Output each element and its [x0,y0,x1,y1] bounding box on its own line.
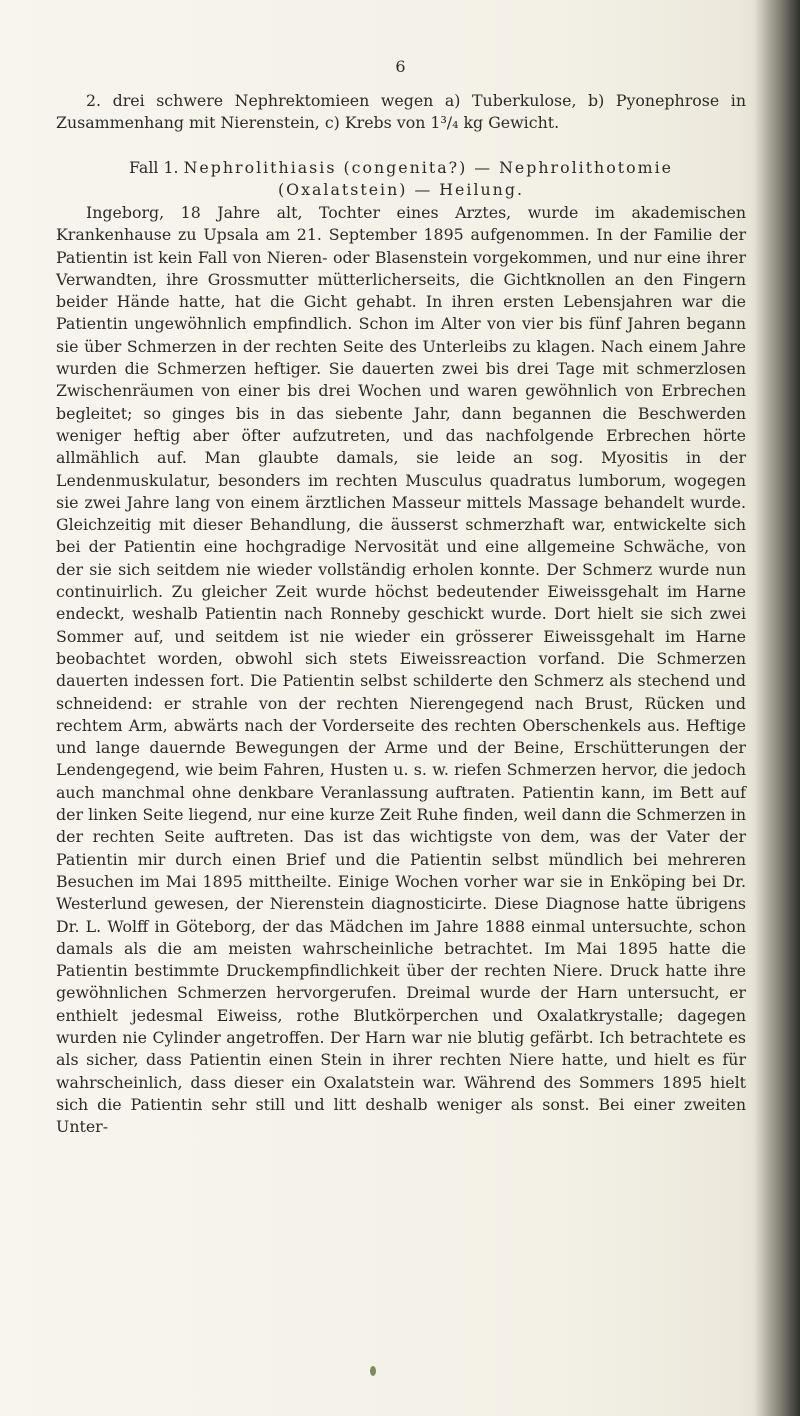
case-label: Fall 1. [129,158,179,177]
page-number: 6 [395,57,407,76]
case-title-line1: Nephrolithiasis (congenita?) — Nephrolithotomie [183,158,673,177]
intro-paragraph: 2. drei schwere Nephrektomieen wegen a) Tuberkulose, b) Pyonephrose in Zusammenhang mit Nierenstein, c) Krebs von 1³/₄ kg Gewicht. [56,91,746,133]
case-body-paragraph: Ingeborg, 18 Jahre alt, Tochter eines Arztes, wurde im akademischen Krankenhause zu Upsala am 21. September 1895 aufgenommen. In der Familie der Patientin ist kein Fall von Nieren- oder Blasenstein vorgekommen, und nur eine ihrer Verwandten, ihre Grossmutter mütterlicherseits, die Gichtknollen an den Fingern beider Hände hatte, hat die Gicht gehabt. In ihren ersten Lebensjahren war die Patientin ungewöhnlich empfindlich. Schon im Alter von vier bis fünf Jahren begann sie über Schmerzen in der rechten Seite des Unterleibs zu klagen. Nach einem Jahre wurden die Schmerzen heftiger. Sie dauerten zwei bis drei Tage mit schmerzlosen Zwischenräumen von einer bis drei Wochen und waren gewöhnlich von Erbrechen begleitet; so ginges bis in das siebente Jahr, dann begannen die Beschwerden weniger heftig aber öfter aufzutreten, und das nachfolgende Erbrechen hörte allmählich auf. Man glaubte damals, sie leide an sog. Myositis in der Lendenmuskulatur, besonders im rechten Musculus quadratus lumborum, wogegen sie zwei Jahre lang von einem ärztlichen Masseur mittels Massage behandelt wurde. Gleichzeitig mit dieser Behandlung, die äusserst schmerzhaft war, entwickelte sich bei der Patientin eine hochgradige Nervosität und eine allgemeine Schwäche, von der sie sich seitdem nie wieder vollständig erholen konnte. Der Schmerz wurde nun continuirlich. Zu gleicher Zeit wurde höchst bedeutender Eiweissgehalt im Harne endeckt, weshalb Patientin nach Ronneby geschickt wurde. Dort hielt sie sich zwei Sommer auf, und seitdem ist nie wieder ein grösserer Eiweissgehalt im Harne beobachtet worden, obwohl sich stets Eiweissreaction vorfand. Die Schmerzen dauerten indessen fort. Die Patientin selbst schilderte den Schmerz als stechend und schneidend: er strahle von der rechten Nierengegend nach Brust, Rücken und rechtem Arm, abwärts nach der Vorderseite des rechten Oberschenkels aus. Heftige und lange dauernde Bewegungen der Arme und der Beine, Erschütterungen der Lendengegend, wie beim Fahren, Husten u. s. w. riefen Schmerzen hervor, die jedoch auch manchmal ohne denkbare Veranlassung auftraten. Patientin kann, im Bett auf der linken Seite liegend, nur eine kurze Zeit Ruhe finden, weil dann die Schmerzen in der rechten Seite auftreten. Das ist das wichtigste von dem, was der Vater der Patientin mir durch einen Brief und die Patientin selbst mündlich bei mehreren Besuchen im Mai 1895 mittheilte. Einige Wochen vorher war sie in Enköping bei Dr. Westerlund gewesen, der Nierenstein diagnosticirte. Diese Diagnose hatte übrigens Dr. L. Wolff in Göteborg, der das Mädchen im Jahre 1888 einmal untersuchte, schon damals als die am meisten wahrscheinliche betrachtet. Im Mai 1895 hatte die Patientin bestimmte Druckempfindlichkeit über der rechten Niere. Druck hatte ihre gewöhnlichen Schmerzen hervorgerufen. Dreimal wurde der Harn untersucht, er enthielt jedesmal Eiweiss, rothe Blutkörperchen und Oxalatkrystalle; dagegen wurden nie Cylinder angetroffen. Der Harn war nie blutig gefärbt. Ich betrachtete es als sicher, dass Patientin einen Stein in ihrer rechten Niere hatte, und hielt es für wahrscheinlich, dass dieser ein Oxalatstein war. Während des Sommers 1895 hielt sich die Patientin sehr still und litt deshalb weniger als sonst. Bei einer zweiten Unter- [56,203,746,1137]
case-heading [56,157,746,201]
binding-edge-shadow [754,0,800,1416]
case-title-line2: (Oxalatstein) — Heilung. [277,180,524,199]
ink-spot [370,1366,376,1376]
